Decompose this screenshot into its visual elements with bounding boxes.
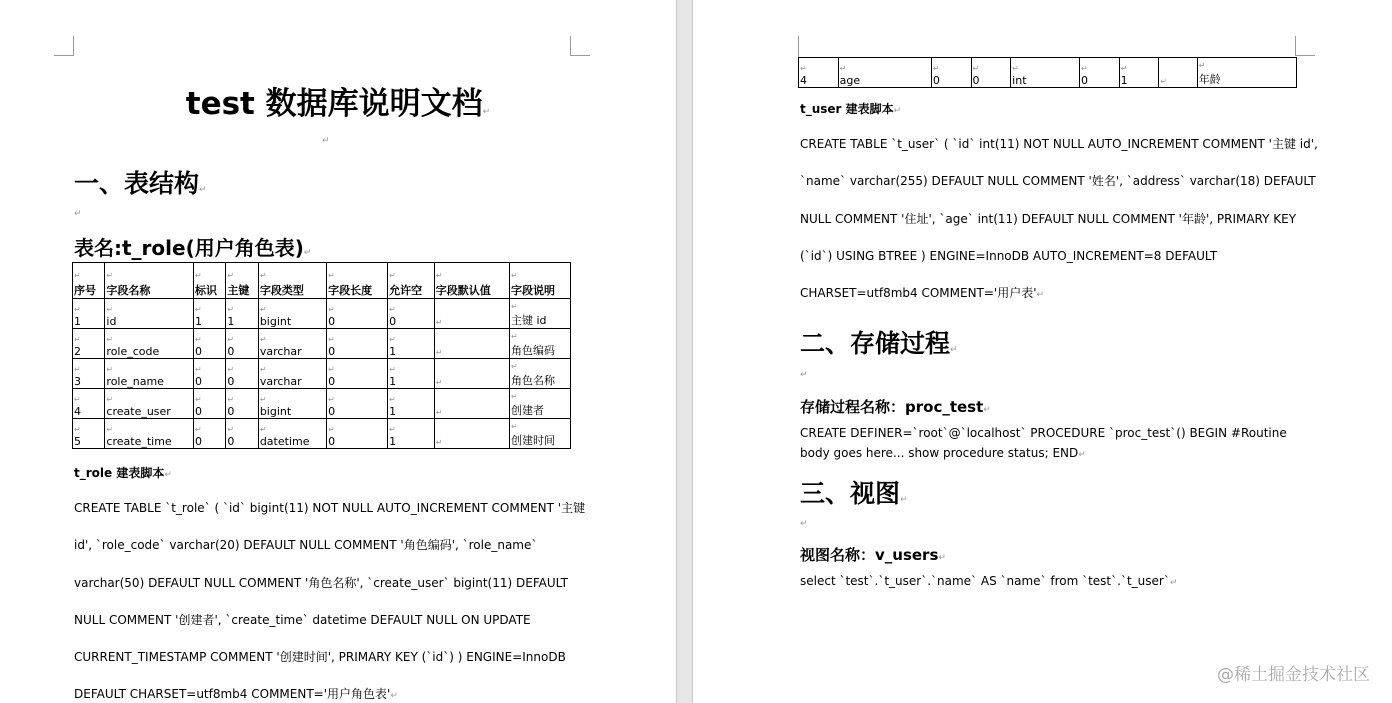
table-cell: ↵ 1 <box>73 299 105 329</box>
t-user-field-table <box>798 57 1297 88</box>
script-line: NULL COMMENT '住址', `age` int(11) DEFAULT NULL COMMENT '年龄', PRIMARY KEY <box>800 211 1297 226</box>
t-role-script-heading: t_role 建表脚本 ↵ <box>74 464 172 481</box>
crop-mark <box>54 36 74 56</box>
script-line: id', `role_code` varchar(20) DEFAULT NULL COMMENT '角色编码', `role_name` <box>74 538 538 553</box>
column-header: ↵ 字段默认值 <box>434 263 509 299</box>
column-header: ↵ 字段名称 <box>105 263 194 299</box>
table-cell: ↵ 1 <box>1119 58 1159 88</box>
table-row <box>73 359 571 389</box>
table-cell: ↵ 0 <box>327 389 388 419</box>
table-cell: ↵ int <box>1011 58 1080 88</box>
table-cell: ↵ 1 <box>388 359 435 389</box>
table-cell: ↵ bigint <box>258 389 326 419</box>
table-cell: ↵ 0 <box>1079 58 1119 88</box>
table-cell: ↵ age <box>838 58 931 88</box>
table-cell: ↵ 角色名称 <box>509 359 570 389</box>
script-line: NULL COMMENT '创建者', `create_time` datetime DEFAULT NULL ON UPDATE <box>74 612 531 627</box>
table-cell <box>434 299 509 329</box>
section-heading-views: 三、视图 ↵ <box>800 474 908 510</box>
table-cell: ↵ create_user <box>105 389 194 419</box>
column-header: ↵ 主键 <box>226 263 258 299</box>
table-cell: ↵ 5 <box>73 419 105 449</box>
crop-mark <box>779 36 799 58</box>
table-cell: ↵ role_code <box>105 329 194 359</box>
script-line: CREATE TABLE `t_role` ( `id` bigint(11) NOT NULL AUTO_INCREMENT COMMENT '主键 <box>74 501 586 515</box>
procedure-definition <box>800 423 1390 465</box>
script-line: varchar(50) DEFAULT NULL COMMENT '角色名称', `create_user` bigint(11) DEFAULT <box>74 575 568 590</box>
script-line: `name` varchar(255) DEFAULT NULL COMMENT '姓名', `address` varchar(18) DEFAULT <box>800 174 1316 189</box>
table-cell: ↵ 0 <box>226 419 258 449</box>
view-name-heading: 视图名称：v_users ↵ <box>800 544 946 565</box>
document-title: test 数据库说明文档 ↵ <box>0 78 676 123</box>
table-cell: ↵ 0 <box>226 359 258 389</box>
table-row <box>799 58 1297 88</box>
section-heading-table-structure: 一、表结构 ↵ <box>74 164 207 200</box>
table-cell: ↵ 1 <box>193 299 225 329</box>
document-page-right: ↵ 4 ↵ age ↵ 0 ↵ 0 ↵ int ↵ 0 ↵ 1 ↵ ↵ 年龄 t_user 建表脚本 ↵ CREATE TABLE `t_user` ( `id` int(11) NOT NULL AUTO_INCREMENT COMMENT '主键 id', `name` varchar(255) DEFAULT NULL COMMENT '姓名', `address` varchar(18) DEFAULT NULL COMMENT '住址', `age` int(11) DEFAULT NULL COMMENT '年龄', PRIMARY KEY (`id`) USING BTREE ) ENGINE=InnoDB AUTO_INCREMENT=8 DEFAULT CHARSET=utf8mb4 COMMENT='用户表' ↵ 二、存储过程 ↵ ↵ 存储过程名称：proc_test ↵ CREATE DEFINER=`root`@`localhost` PROCEDURE `proc_test`() BEGIN #Routine body goes here... show procedure status; END ↵ 三、视图 ↵ ↵ 视图名称：v_users ↵ select `test`.`t_user`.`name` AS `name` from `test`.`t_user` ↵ <box>693 0 1392 703</box>
table-cell: ↵ 年龄 <box>1197 58 1296 88</box>
script-line: DEFAULT CHARSET=utf8mb4 COMMENT='用户角色表' ↵ <box>74 676 674 703</box>
page-gap <box>676 0 693 703</box>
view-sql: select `test`.`t_user`.`name` AS `name` from `test`.`t_user` ↵ <box>800 571 1177 593</box>
t-role-create-script <box>74 490 674 703</box>
table-cell: ↵ 0 <box>193 389 225 419</box>
table-cell: ↵ 4 <box>799 58 839 88</box>
table-cell: ↵ 创建者 <box>509 389 570 419</box>
table-cell: ↵ 0 <box>327 329 388 359</box>
table-cell: ↵ 创建时间 <box>509 419 570 449</box>
script-line: CREATE TABLE `t_user` ( `id` int(11) NOT NULL AUTO_INCREMENT COMMENT '主键 id', <box>800 137 1318 151</box>
table-cell: ↵ datetime <box>258 419 326 449</box>
column-header: ↵ 标识 <box>193 263 225 299</box>
procedure-line: CREATE DEFINER=`root`@`localhost` PROCEDURE `proc_test`() BEGIN #Routine <box>800 426 1287 440</box>
table-cell: ↵ 0 <box>226 389 258 419</box>
table-cell: ↵ 0 <box>193 419 225 449</box>
table-cell: ↵ create_time <box>105 419 194 449</box>
table-cell: ↵ 3 <box>73 359 105 389</box>
t-role-field-table <box>72 262 571 449</box>
table-row <box>73 419 571 449</box>
document-page-left: test 数据库说明文档 ↵ ↵ 一、表结构 ↵ ↵ 表名:t_role(用户角色表) ↵ ↵ 序号 ↵ 字段名称 ↵ 标识 ↵ 主键 ↵ 字段类型 ↵ 字段长度 ↵ 允许空 ↵ 字段默认值 ↵ 字段说明 ↵ 1 ↵ id ↵ 1 ↵ 1 ↵ bigint ↵ 0 ↵ 0 ↵ ↵ 主键 id ↵ 2 ↵ role_code ↵ 0 ↵ 0 ↵ varchar ↵ 0 ↵ 1 ↵ ↵ 角色编码 ↵ 3 ↵ role_name ↵ 0 ↵ 0 ↵ varchar ↵ 0 ↵ 1 ↵ ↵ 角色名称 ↵ 4 ↵ create_user ↵ 0 ↵ 0 ↵ bigint ↵ 0 ↵ 1 ↵ ↵ 创建者 ↵ 5 ↵ create_time ↵ 0 ↵ 0 ↵ datetime ↵ 0 ↵ 1 ↵ ↵ 创建时间 t_role 建表脚本 ↵ CREATE TABLE `t_role` ( `id` bigint(11) NOT NULL AUTO_INCREMENT COMMENT '主键 id', `role_code` varchar(20) DEFAULT NULL COMMENT '角色编码', `role_name` varchar(50) DEFAULT NULL COMMENT '角色名称', `create_user` bigint(11) DEFAULT NULL COMMENT '创建者', `create_time` datetime DEFAULT NULL ON UPDATE CURRENT_TIMESTAMP COMMENT '创建时间', PRIMARY KEY (`id`) ) ENGINE=InnoDB DEFAULT CHARSET=utf8mb4 COMMENT='用户角色表' ↵ <box>0 0 676 703</box>
table-cell <box>434 389 509 419</box>
table-cell <box>434 329 509 359</box>
table-cell: ↵ role_name <box>105 359 194 389</box>
procedure-line: body goes here... show procedure status; END ↵ <box>800 443 1390 465</box>
crop-mark <box>570 36 590 56</box>
table-cell: ↵ 0 <box>327 419 388 449</box>
procedure-name-heading: 存储过程名称：proc_test ↵ <box>800 396 991 417</box>
t-user-create-script <box>800 126 1390 314</box>
table-cell: ↵ bigint <box>258 299 326 329</box>
table-cell: ↵ 1 <box>388 329 435 359</box>
table-cell: ↵ 1 <box>388 419 435 449</box>
table-cell: ↵ 1 <box>226 299 258 329</box>
section-heading-stored-procedures: 二、存储过程 ↵ <box>800 324 958 360</box>
watermark: @稀土掘金技术社区 <box>1217 665 1370 685</box>
t-user-script-heading: t_user 建表脚本 ↵ <box>800 100 901 117</box>
table-row <box>73 389 571 419</box>
table-cell: ↵ varchar <box>258 359 326 389</box>
table-cell: ↵ 0 <box>388 299 435 329</box>
table-cell: ↵ varchar <box>258 329 326 359</box>
script-line: CURRENT_TIMESTAMP COMMENT '创建时间', PRIMARY KEY (`id`) ) ENGINE=InnoDB <box>74 650 566 665</box>
table-cell: ↵ 0 <box>327 299 388 329</box>
column-header: ↵ 字段说明 <box>509 263 570 299</box>
table-cell: ↵ 2 <box>73 329 105 359</box>
table-cell: ↵ 0 <box>931 58 971 88</box>
table-cell <box>434 419 509 449</box>
column-header: ↵ 允许空 <box>388 263 435 299</box>
column-header: ↵ 字段长度 <box>327 263 388 299</box>
table-row <box>73 329 571 359</box>
table-row <box>73 299 571 329</box>
table-cell: ↵ 4 <box>73 389 105 419</box>
table-cell: ↵ 主键 id <box>509 299 570 329</box>
table-cell: ↵ 0 <box>971 58 1011 88</box>
crop-mark <box>1295 36 1315 56</box>
table-cell: ↵ 0 <box>193 329 225 359</box>
table-cell: ↵ 0 <box>226 329 258 359</box>
table-cell: ↵ 1 <box>388 389 435 419</box>
table-cell: ↵ 角色编码 <box>509 329 570 359</box>
table-cell: ↵ 0 <box>327 359 388 389</box>
table-name-heading: 表名:t_role(用户角色表) ↵ <box>74 232 311 261</box>
table-cell: ↵ 0 <box>193 359 225 389</box>
table-cell: ↵ id <box>105 299 194 329</box>
column-header: ↵ 序号 <box>73 263 105 299</box>
script-line: (`id`) USING BTREE ) ENGINE=InnoDB AUTO_INCREMENT=8 DEFAULT <box>800 248 1218 263</box>
table-header-row <box>73 263 571 299</box>
table-cell <box>434 359 509 389</box>
table-cell <box>1159 58 1197 88</box>
column-header: ↵ 字段类型 <box>258 263 326 299</box>
script-line: CHARSET=utf8mb4 COMMENT='用户表' ↵ <box>800 275 1390 314</box>
